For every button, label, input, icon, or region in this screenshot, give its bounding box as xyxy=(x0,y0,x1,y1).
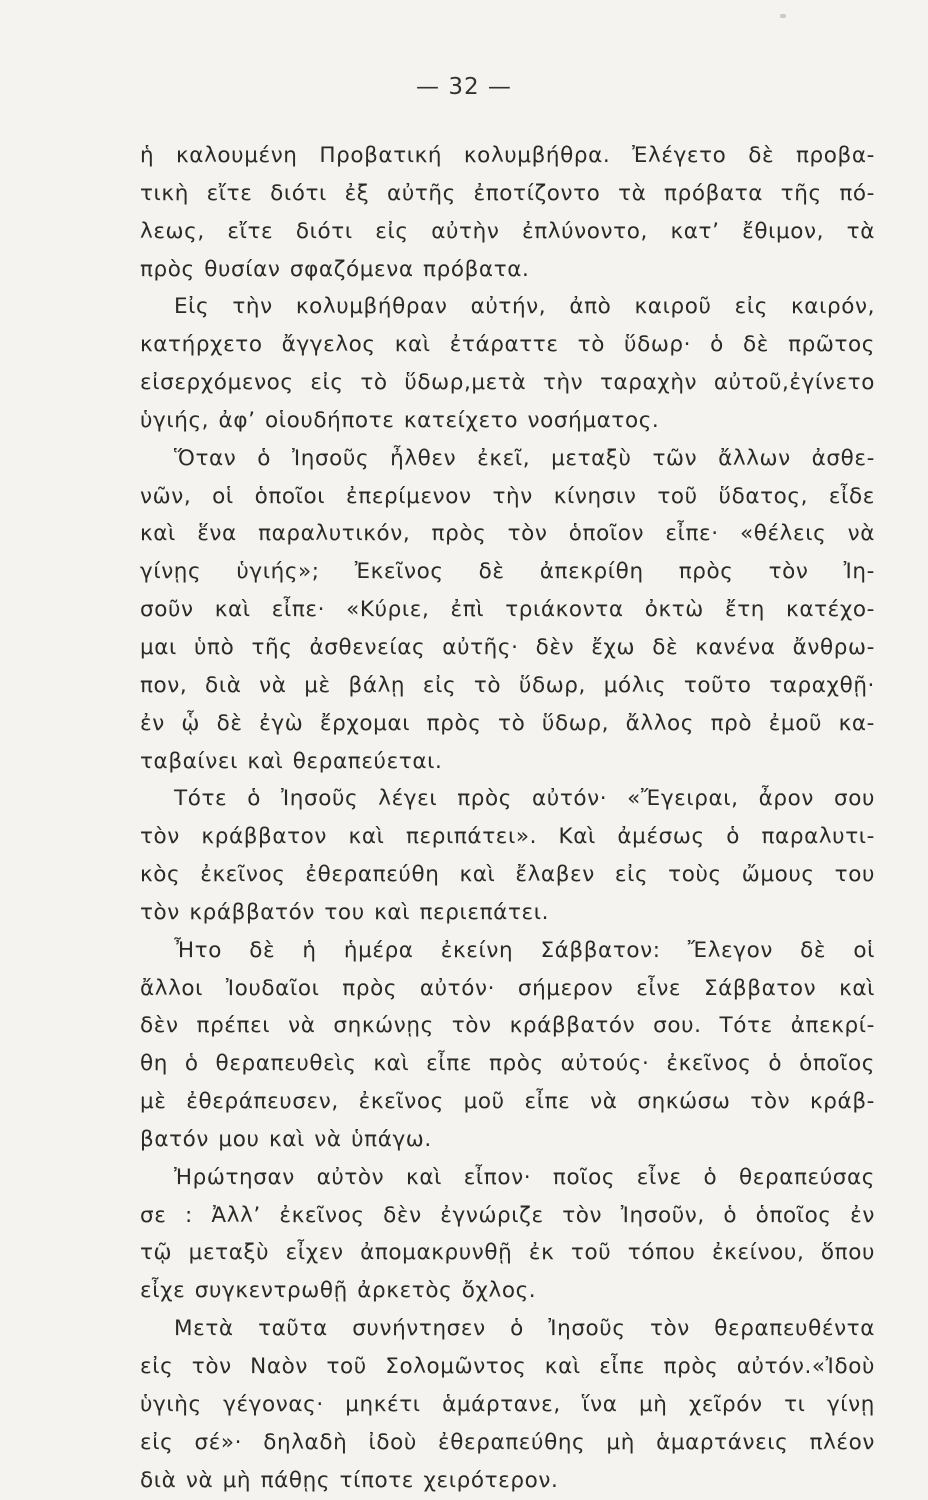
text-line: ταβαίνει καὶ θεραπεύεται. xyxy=(140,748,443,774)
text-line: εἰς τὸν Ναὸν τοῦ Σολομῶντος καὶ εἶπε πρὸς αὐτόν.«Ἰδοὺ xyxy=(140,1354,875,1379)
text-line: εἰσερχόμενος εἰς τὸ ὕδωρ,μετὰ τὴν ταραχὴν αὐτοῦ,ἐγίνετο xyxy=(140,370,875,396)
text-line: δὲν πρέπει νὰ σηκώνῃς τὸν κράββατόν σου. Τότε ἀπεκρί- xyxy=(140,1013,875,1039)
text-line: βατόν μου καὶ νὰ ὑπάγω. xyxy=(140,1126,432,1152)
text-line: πον, διὰ νὰ μὲ βάλῃ εἰς τὸ ὕδωρ, μόλις τοῦτο ταραχθῇ· xyxy=(140,672,875,698)
page-number: — 32 — xyxy=(416,74,512,100)
text-line: κατήρχετο ἄγγελος καὶ ἐτάραττε τὸ ὕδωρ· ὁ δὲ πρῶτος xyxy=(140,332,875,358)
text-line: Ὅταν ὁ Ἰησοῦς ἦλθεν ἐκεῖ, μεταξὺ τῶν ἄλλων ἀσθε- xyxy=(174,445,875,471)
text-line: τῷ μεταξὺ εἶχεν ἀπομακρυνθῇ ἐκ τοῦ τόπου ἐκείνου, ὅπου xyxy=(140,1240,875,1266)
text-line: τικὴ εἴτε διότι ἐξ αὐτῆς ἐποτίζοντο τὰ πρόβατα τῆς πό- xyxy=(140,180,875,206)
text-line: εἰς σέ»· δηλαδὴ ἰδοὺ ἐθεραπεύθης μὴ ἁμαρτάνεις πλέον xyxy=(140,1429,875,1455)
text-line: ἐν ᾧ δὲ ἐγὼ ἔρχομαι πρὸς τὸ ὕδωρ, ἄλλος πρὸ ἐμοῦ κα- xyxy=(140,710,875,736)
text-line: ἡ καλουμένη Προβατική κολυμβήθρα. Ἐλέγετο δὲ προβα- xyxy=(140,143,875,168)
text-line: σε : Ἀλλ’ ἐκεῖνος δὲν ἐγνώριζε τὸν Ἰησοῦν, ὁ ὁποῖος ἐν xyxy=(140,1202,875,1228)
text-line: τὸν κράββατόν του καὶ περιεπάτει. xyxy=(140,899,550,925)
text-line: εἶχε συγκεντρωθῇ ἀρκετὸς ὄχλος. xyxy=(140,1278,537,1304)
text-line: Τότε ὁ Ἰησοῦς λέγει πρὸς αὐτόν· «Ἔγειραι, ἆρον σου xyxy=(174,786,875,812)
paper-smudge xyxy=(780,14,786,18)
text-line: κὸς ἐκεῖνος ἐθεραπεύθη καὶ ἔλαβεν εἰς τοὺς ὤμους του xyxy=(140,862,875,888)
text-line: Ἦτο δὲ ἡ ἡμέρα ἐκείνη Σάββατον: Ἔλεγον δὲ οἱ xyxy=(174,937,875,963)
body-text xyxy=(140,137,875,1499)
text-line: διὰ νὰ μὴ πάθῃς τίποτε χειρότερον. xyxy=(140,1467,559,1493)
text-line: νῶν, οἱ ὁποῖοι ἐπερίμενον τὴν κίνησιν τοῦ ὕδατος, εἶδε xyxy=(140,483,875,509)
text-line: καὶ ἕνα παραλυτικόν, πρὸς τὸν ὁποῖον εἶπε· «θέλεις νὰ xyxy=(140,521,875,547)
text-line: ἄλλοι Ἰουδαῖοι πρὸς αὐτόν· σήμερον εἶνε Σάββατον καὶ xyxy=(140,975,875,1001)
text-line: μὲ ἐθεράπευσεν, ἐκεῖνος μοῦ εἶπε νὰ σηκώσω τὸν κράβ- xyxy=(140,1089,875,1115)
text-line: πρὸς θυσίαν σφαζόμενα πρόβατα. xyxy=(140,256,530,282)
text-line: ὑγιὴς γέγονας· μηκέτι ἁμάρτανε, ἵνα μὴ χεῖρόν τι γίνῃ xyxy=(140,1391,875,1417)
text-line: Ἠρώτησαν αὐτὸν καὶ εἶπον· ποῖος εἶνε ὁ θεραπεύσας xyxy=(174,1164,875,1190)
text-line: σοῦν καὶ εἶπε· «Κύριε, ἐπὶ τριάκοντα ὀκτὼ ἔτη κατέχο- xyxy=(140,597,875,623)
text-line: γίνῃς ὑγιής»; Ἐκεῖνος δὲ ἀπεκρίθη πρὸς τὸν Ἰη- xyxy=(140,559,875,585)
text-line: Μετὰ ταῦτα συνήντησεν ὁ Ἰησοῦς τὸν θεραπευθέντα xyxy=(174,1316,875,1342)
text-line: ὑγιής, ἀφ’ οἱουδήποτε κατείχετο νοσήματος. xyxy=(140,407,660,433)
text-line: μαι ὑπὸ τῆς ἀσθενείας αὐτῆς· δὲν ἔχω δὲ κανένα ἄνθρω- xyxy=(140,634,875,660)
text-line: θη ὁ θεραπευθεὶς καὶ εἶπε πρὸς αὐτούς· ἐκεῖνος ὁ ὁποῖος xyxy=(140,1051,875,1077)
text-line: λεως, εἴτε διότι εἰς αὐτὴν ἐπλύνοντο, κατ’ ἔθιμον, τὰ xyxy=(140,218,875,244)
text-line: Εἰς τὴν κολυμβήθραν αὐτήν, ἀπὸ καιροῦ εἰς καιρόν, xyxy=(174,294,875,320)
text-line: τὸν κράββατον καὶ περιπάτει». Καὶ ἀμέσως ὁ παραλυτι- xyxy=(140,824,875,850)
